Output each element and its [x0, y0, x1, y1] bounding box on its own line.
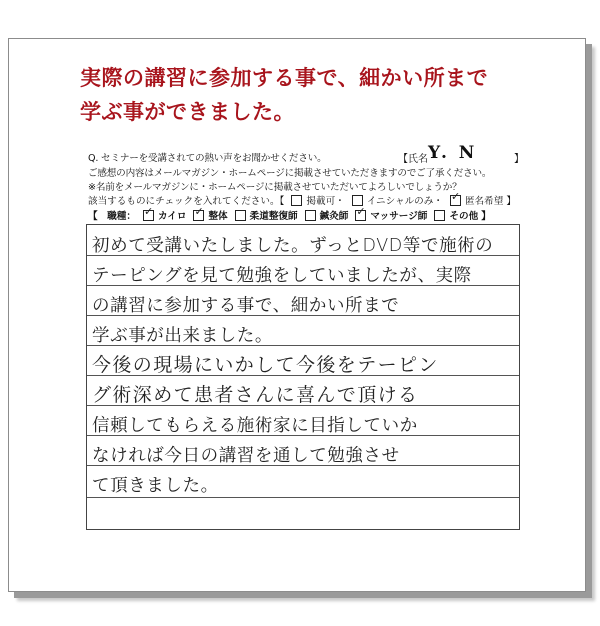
permission-question: ※名前をメールマガジンに・ホームページに掲載させていただいてよろしいでしょうか？ — [88, 182, 462, 193]
publish-ok-checkbox[interactable] — [291, 195, 302, 206]
headline-line-2: 学ぶ事ができました。 — [80, 99, 295, 124]
anonymous-label: 匿名希望 — [464, 196, 504, 207]
notice-text: ご感想の内容はメールマガジン・ホームページに掲載させていただきますのでご了承ください。 — [88, 168, 492, 179]
chiro-label: カイロ — [157, 211, 187, 222]
other-checkbox[interactable] — [434, 210, 445, 221]
publish-options-close: 】 — [506, 196, 516, 207]
job-close: 】 — [481, 211, 491, 222]
massage-therapist-checkbox[interactable] — [355, 210, 366, 221]
handwritten-line-8: なければ今日の講習を通して勉強させ — [92, 446, 400, 466]
seitai-label: 整体 — [208, 211, 228, 222]
judo-therapist-checkbox[interactable] — [235, 210, 246, 221]
job-options-row — [88, 208, 491, 222]
other-label: その他 — [449, 211, 479, 222]
handwritten-line-3: の講習に参加する事で、細かい所まで — [92, 296, 400, 316]
job-prefix: 【 職種： — [88, 211, 136, 222]
massage-therapist-label: マッサージ師 — [370, 211, 428, 222]
acupuncturist-label: 鍼灸師 — [319, 211, 349, 222]
name-bracket-close: 】 — [514, 154, 524, 165]
handwritten-line-7: 信頼してもらえる施術家に目指していか — [92, 416, 418, 436]
judo-therapist-label: 柔道整復師 — [249, 211, 298, 222]
handwritten-line-6: グ術深めて患者さんに喜んで頂ける — [92, 384, 419, 406]
chiro-checkbox[interactable] — [143, 210, 154, 221]
publish-options-intro: 該当するものにチェックを入れてください。【 — [88, 196, 285, 207]
acupuncturist-checkbox[interactable] — [305, 210, 316, 221]
seitai-checkbox[interactable] — [193, 210, 204, 221]
handwritten-line-1: 初めて受講いたしました。ずっとDVD等で施術の — [92, 236, 494, 256]
name-label: 【氏名 — [398, 154, 428, 165]
publish-ok-label: 掲載可・ — [306, 196, 345, 207]
question-text: Q. セミナーを受講されての熱い声をお聞かせください。 — [88, 153, 327, 164]
name-value: Y. N — [428, 143, 478, 163]
handwritten-line-2: テーピングを見て勉強をしていましたが、実際 — [92, 266, 472, 286]
anonymous-checkbox[interactable] — [450, 195, 461, 206]
handwritten-line-9: て頂きました。 — [92, 476, 219, 496]
handwritten-line-5: 今後の現場にいかして今後をテーピン — [92, 354, 439, 376]
handwritten-line-4: 学ぶ事が出来ました。 — [92, 326, 273, 346]
headline-line-1: 実際の講習に参加する事で、細かい所まで — [80, 65, 489, 90]
ruled-line — [87, 497, 519, 498]
initials-only-label: イニシャルのみ・ — [366, 196, 443, 207]
